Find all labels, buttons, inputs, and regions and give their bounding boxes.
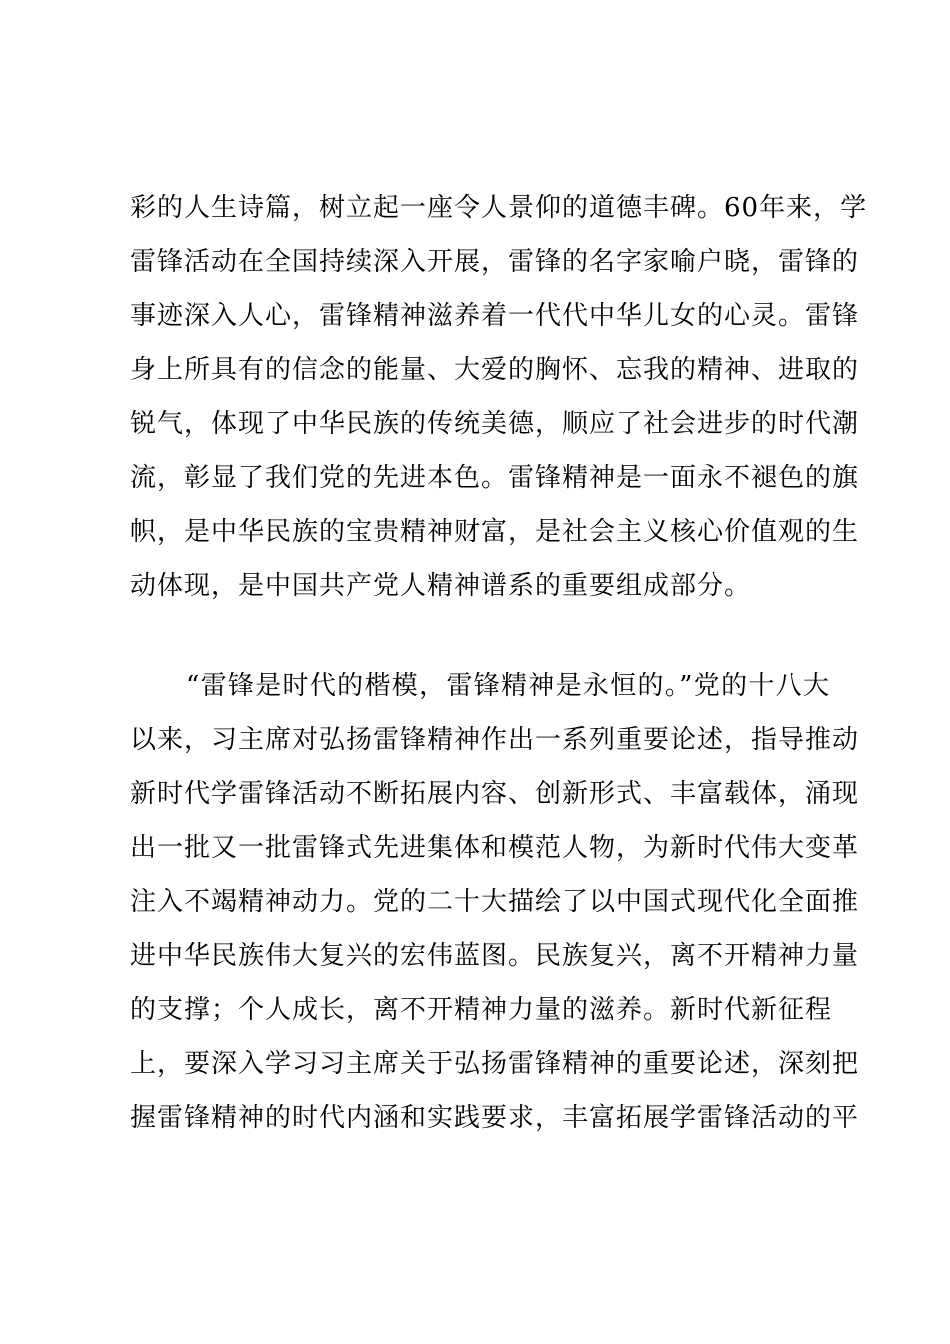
paragraph-line: 出一批又一批雷锋式先进集体和模范人物，为新时代伟大变革 (130, 833, 860, 863)
paragraph-line: 上，要深入学习习主席关于弘扬雷锋精神的重要论述，深刻把 (130, 1049, 860, 1079)
paragraph-2 (130, 659, 860, 1145)
paragraph-line: 雷锋活动在全国持续深入开展，雷锋的名字家喻户晓，雷锋的 (130, 247, 860, 277)
paragraph-line: 的支撑；个人成长，离不开精神力量的滋养。新时代新征程 (130, 995, 833, 1025)
paragraph-line: 动体现，是中国共产党人精神谱系的重要组成部分。 (130, 571, 752, 601)
paragraph-line: 身上所具有的信念的能量、大爱的胸怀、忘我的精神、进取的 (130, 355, 860, 385)
paragraph-line: 注入不竭精神动力。党的二十大描绘了以中国式现代化全面推 (130, 887, 860, 917)
paragraph-line: 流，彰显了我们党的先进本色。雷锋精神是一面永不褪色的旗 (130, 463, 860, 493)
paragraph-line: 握雷锋精神的时代内涵和实践要求，丰富拓展学雷锋活动的平 (130, 1103, 860, 1133)
paragraph-line: “雷锋是时代的楷模，雷锋精神是永恒的。”党的十八大 (186, 671, 830, 701)
paragraph-line: 锐气，体现了中华民族的传统美德，顺应了社会进步的时代潮 (130, 409, 860, 439)
paragraph-line: 以来，习主席对弘扬雷锋精神作出一系列重要论述，指导推动 (130, 725, 860, 755)
paragraph-line: 事迹深入人心，雷锋精神滋养着一代代中华儿女的心灵。雷锋 (130, 301, 860, 331)
paragraph-line: 进中华民族伟大复兴的宏伟蓝图。民族复兴，离不开精神力量 (130, 941, 860, 971)
paragraph-1 (130, 181, 868, 613)
paragraph-line: 帜，是中华民族的宝贵精神财富，是社会主义核心价值观的生 (130, 517, 860, 547)
paragraph-line: 彩的人生诗篇，树立起一座令人景仰的道德丰碑。60年来，学 (130, 193, 868, 223)
paragraph-line: 新时代学雷锋活动不断拓展内容、创新形式、丰富载体，涌现 (130, 779, 860, 809)
